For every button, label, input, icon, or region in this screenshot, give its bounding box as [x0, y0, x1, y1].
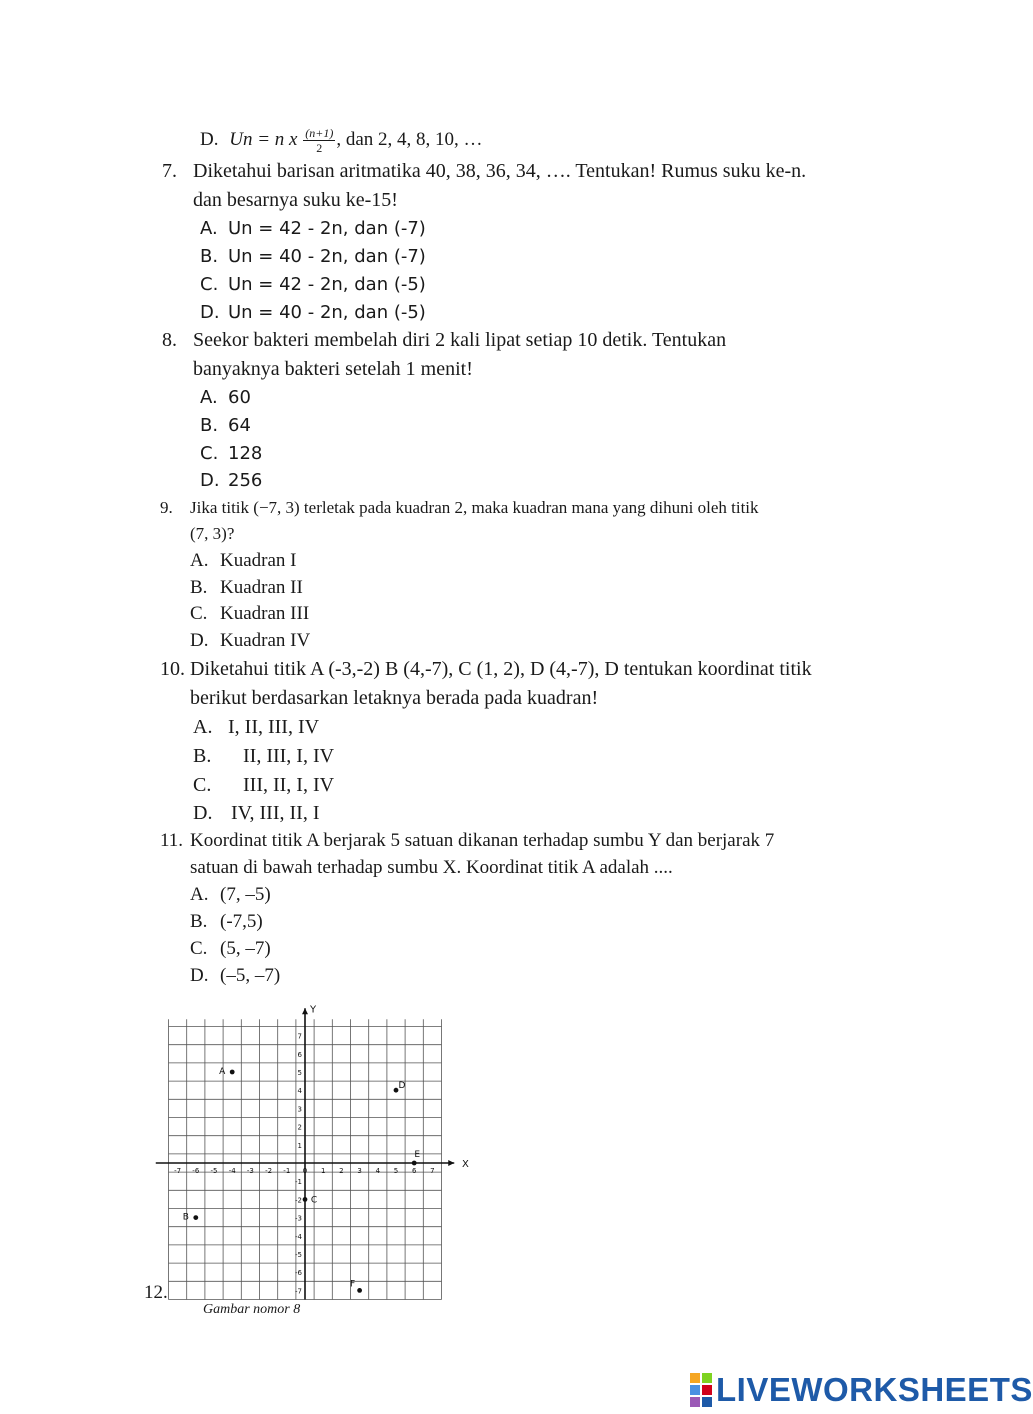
- q7-option-c[interactable]: C. Un = 42 - 2n, dan (-5): [200, 274, 426, 295]
- x-tick-label: -6: [192, 1167, 200, 1175]
- q7-text-line2: dan besarnya suku ke-15!: [193, 189, 398, 211]
- q7-option-d[interactable]: D. Un = 40 - 2n, dan (-5): [200, 302, 426, 323]
- q9-option-d[interactable]: D. Kuadran IV: [190, 630, 311, 651]
- q10-option-b[interactable]: B. II, III, I, IV: [193, 745, 335, 767]
- y-tick-label: -1: [295, 1178, 302, 1187]
- q11-number: 11.: [160, 830, 184, 851]
- option-label: D.: [200, 128, 219, 150]
- x-tick-label: -5: [210, 1167, 218, 1175]
- q10-text-line1: Diketahui titik A (-3,-2) B (4,-7), C (1, 2), D (4,-7), D tentukan koordinat titik: [190, 658, 812, 680]
- x-tick-label: 3: [357, 1167, 362, 1175]
- cartesian-grid-figure: [174, 1004, 469, 1298]
- point-a: [230, 1070, 235, 1075]
- q11-option-d[interactable]: D. (–5, –7): [190, 965, 281, 986]
- y-tick-label: 2: [297, 1123, 302, 1132]
- q7-option-b[interactable]: B. Un = 40 - 2n, dan (-7): [200, 246, 426, 267]
- q7-option-a[interactable]: A. Un = 42 - 2n, dan (-7): [200, 218, 426, 239]
- q10-option-d[interactable]: D. IV, III, II, I: [193, 802, 320, 824]
- x-axis-arrow: [448, 1160, 454, 1166]
- x-tick-label: 7: [430, 1167, 435, 1175]
- q9-option-b[interactable]: B. Kuadran II: [190, 577, 303, 598]
- q10-option-a[interactable]: A. I, II, III, IV: [193, 716, 320, 738]
- q8-option-c[interactable]: C. 128: [200, 443, 263, 464]
- y-tick-label: 4: [297, 1087, 302, 1096]
- y-tick-label: 3: [297, 1105, 302, 1114]
- q8-option-d[interactable]: D. 256: [200, 470, 263, 491]
- q7-text-line1: Diketahui barisan aritmatika 40, 38, 36, 34, …. Tentukan! Rumus suku ke-n.: [193, 160, 807, 182]
- q8-text-line1: Seekor bakteri membelah diri 2 kali lipat setiap 10 detik. Tentukan: [193, 329, 727, 351]
- y-tick-label: -3: [295, 1214, 302, 1223]
- q12-number: 12.: [144, 1282, 168, 1303]
- y-tick-label: -7: [295, 1287, 302, 1296]
- y-tick-label: 6: [297, 1050, 302, 1059]
- x-tick-label: 2: [339, 1167, 344, 1175]
- y-tick-label: -2: [295, 1196, 302, 1205]
- q9-option-a[interactable]: A. Kuadran I: [190, 550, 297, 571]
- x-tick-label: 5: [393, 1167, 399, 1175]
- x-tick-label: 1: [320, 1167, 326, 1175]
- y-axis-label: Y: [310, 1004, 317, 1016]
- x-tick-label: -3: [246, 1167, 254, 1175]
- q9-text-line2: (7, 3)?: [190, 524, 235, 543]
- x-tick-label: -1: [283, 1167, 291, 1175]
- point-c: [303, 1197, 308, 1202]
- y-tick-label: -6: [295, 1269, 302, 1278]
- x-tick-label: -4: [228, 1167, 236, 1175]
- q11-option-c[interactable]: C. (5, –7): [190, 938, 271, 959]
- y-tick-label: 5: [297, 1069, 302, 1077]
- q9-option-c[interactable]: C. Kuadran III: [190, 603, 310, 624]
- q9-number: 9.: [160, 498, 173, 517]
- formula-lhs: Un = n x: [229, 128, 303, 150]
- q11-option-a[interactable]: A. (7, –5): [190, 884, 271, 905]
- q10-text-line2: berikut berdasarkan letaknya berada pada kuadran!: [190, 687, 599, 709]
- q11-option-b[interactable]: B. (-7,5): [190, 911, 263, 932]
- q10-option-c[interactable]: C. III, II, I, IV: [193, 774, 335, 796]
- y-tick-label: -4: [295, 1232, 302, 1241]
- figure-caption: Gambar nomor 8: [203, 1302, 301, 1317]
- q11-text-line1: Koordinat titik A berjarak 5 satuan dikanan terhadap sumbu Y dan berjarak 7: [190, 830, 775, 851]
- point-f: [357, 1288, 362, 1293]
- point-label-b: B: [182, 1212, 189, 1223]
- logo-mark: [690, 1373, 712, 1407]
- q8-option-a[interactable]: A. 60: [200, 387, 251, 408]
- y-tick-label: 1: [297, 1141, 302, 1150]
- q8-text-line2: banyaknya bakteri setelah 1 menit!: [193, 358, 473, 380]
- q8-option-b[interactable]: B. 64: [200, 415, 251, 436]
- formula-rest: , dan 2, 4, 8, 10, …: [336, 128, 483, 150]
- point-label-c: C: [310, 1195, 318, 1206]
- point-label-d: D: [398, 1081, 406, 1092]
- y-tick-label: 7: [297, 1032, 302, 1041]
- x-tick-label: -7: [174, 1167, 182, 1175]
- point-label-e: E: [414, 1150, 421, 1160]
- x-axis-label: X: [462, 1159, 469, 1170]
- x-tick-label: 0: [302, 1167, 308, 1175]
- q6-option-d: [200, 126, 483, 155]
- point-label-a: A: [219, 1067, 226, 1077]
- liveworksheets-logo: [690, 1372, 1033, 1408]
- y-tick-label: -5: [295, 1251, 302, 1259]
- x-tick-label: 4: [375, 1167, 381, 1175]
- y-axis-arrow: [302, 1008, 308, 1014]
- q8-number: 8.: [162, 329, 177, 351]
- point-e: [412, 1161, 417, 1166]
- q10-number: 10.: [160, 658, 185, 680]
- axes: [156, 1004, 469, 1299]
- logo-text: LIVEWORKSHEETS: [716, 1371, 1033, 1408]
- q11-text-line2: satuan di bawah terhadap sumbu X. Koordinat titik A adalah ....: [190, 857, 673, 878]
- x-tick-label: -2: [265, 1167, 273, 1175]
- q7-number: 7.: [162, 160, 177, 182]
- point-b: [193, 1215, 198, 1220]
- formula-fraction: $\frac{(n+1)}{2}$: [305, 126, 334, 155]
- point-label-f: F: [350, 1279, 356, 1290]
- x-tick-label: 6: [411, 1167, 417, 1175]
- q9-text-line1: Jika titik (−7, 3) terletak pada kuadran 2, maka kuadran mana yang dihuni oleh titik: [190, 498, 759, 517]
